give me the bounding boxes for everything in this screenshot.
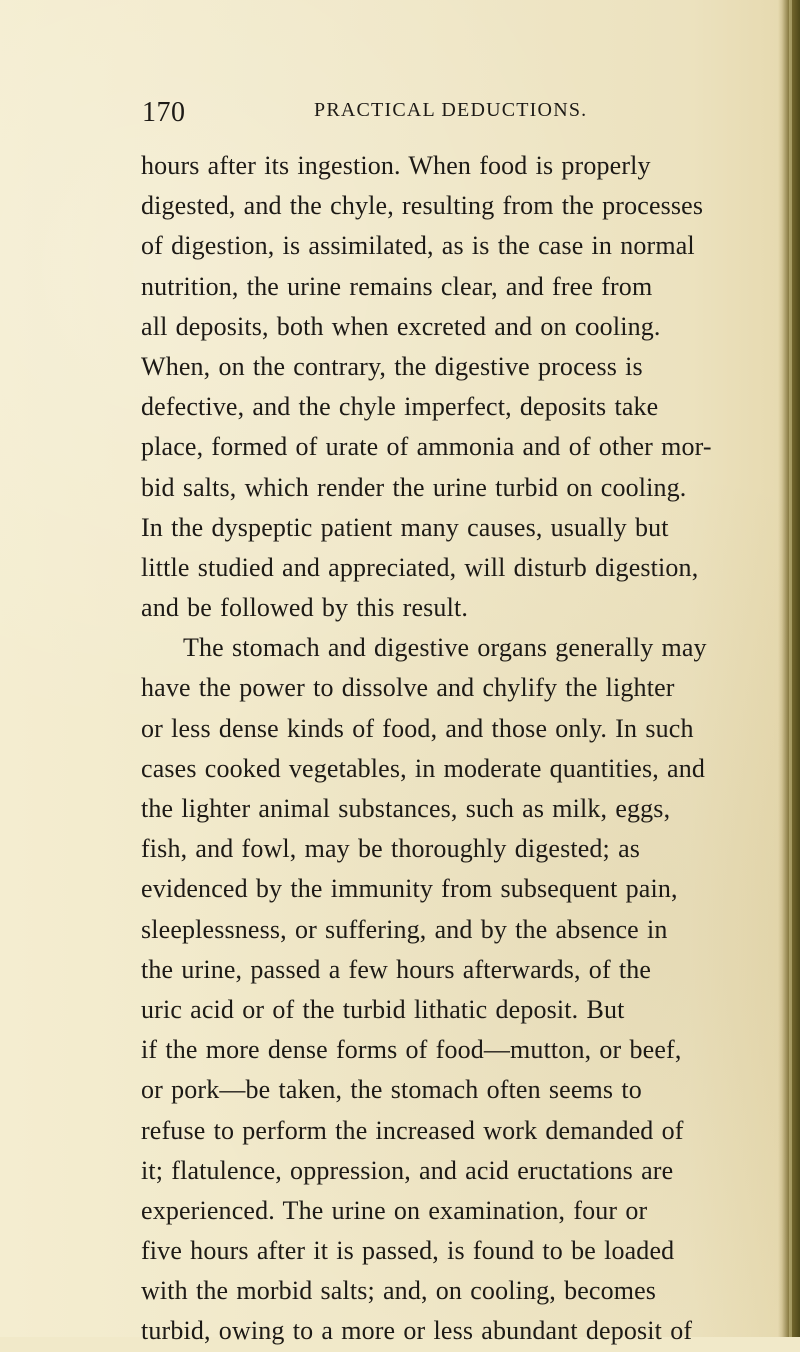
paragraph-start-line: The stomach and digestive organs generally may xyxy=(183,633,707,663)
page-header xyxy=(142,97,642,129)
text-line: hours after its ingestion. When food is properly xyxy=(141,151,651,180)
text-line: defective, and the chyle imperfect, deposits take xyxy=(141,392,659,422)
text-line: of digestion, is assimilated, as is the case in normal xyxy=(141,231,695,261)
text-line: cases cooked vegetables, in moderate quantities, and xyxy=(141,753,706,783)
text-line: or pork—be taken, the stomach often seems to xyxy=(141,1075,642,1105)
text-line: or less dense kinds of food, and those only. In such xyxy=(141,713,694,743)
text-line: have the power to dissolve and chylify the lighter xyxy=(141,673,675,703)
text-line: and be followed by this result. xyxy=(141,593,468,623)
text-line: When, on the contrary, the digestive process is xyxy=(141,351,643,381)
text-line: digested, and the chyle, resulting from the processes xyxy=(141,191,704,221)
text-line: five hours after it is passed, is found to be loaded xyxy=(141,1236,675,1266)
text-line: evidenced by the immunity from subsequent pain, xyxy=(141,874,678,904)
text-line: place, formed of urate of ammonia and of other mor- xyxy=(141,432,712,462)
text-line: it; flatulence, oppression, and acid eructations are xyxy=(141,1155,674,1185)
text-line: turbid, owing to a more or less abundant deposit of xyxy=(141,1316,693,1346)
text-line: nutrition, the urine remains clear, and free from xyxy=(141,271,653,301)
text-line: with the morbid salts; and, on cooling, becomes xyxy=(141,1276,657,1306)
text-line: all deposits, both when excreted and on cooling. xyxy=(141,311,661,341)
page-edge xyxy=(778,0,800,1337)
text-line: the lighter animal substances, such as milk, eggs, xyxy=(141,794,671,823)
text-line: the urine, passed a few hours afterwards, of the xyxy=(141,954,652,984)
text-line: In the dyspeptic patient many causes, usually but xyxy=(141,512,669,542)
body-text xyxy=(141,146,764,1352)
text-line: if the more dense forms of food—mutton, or beef, xyxy=(141,1035,682,1065)
running-head: PRACTICAL DEDUCTIONS. xyxy=(314,99,588,121)
text-line: bid salts, which render the urine turbid on cooling. xyxy=(141,472,687,502)
page-number: 170 xyxy=(142,97,186,128)
text-line: refuse to perform the increased work demanded of xyxy=(141,1115,684,1145)
text-line: fish, and fowl, may be thoroughly digested; as xyxy=(141,834,641,864)
text-line: experienced. The urine on examination, four or xyxy=(141,1195,648,1225)
text-line: uric acid or of the turbid lithatic deposit. But xyxy=(141,994,625,1024)
text-line: sleeplessness, or suffering, and by the absence in xyxy=(141,914,668,944)
text-line: little studied and appreciated, will disturb digestion, xyxy=(141,552,699,582)
